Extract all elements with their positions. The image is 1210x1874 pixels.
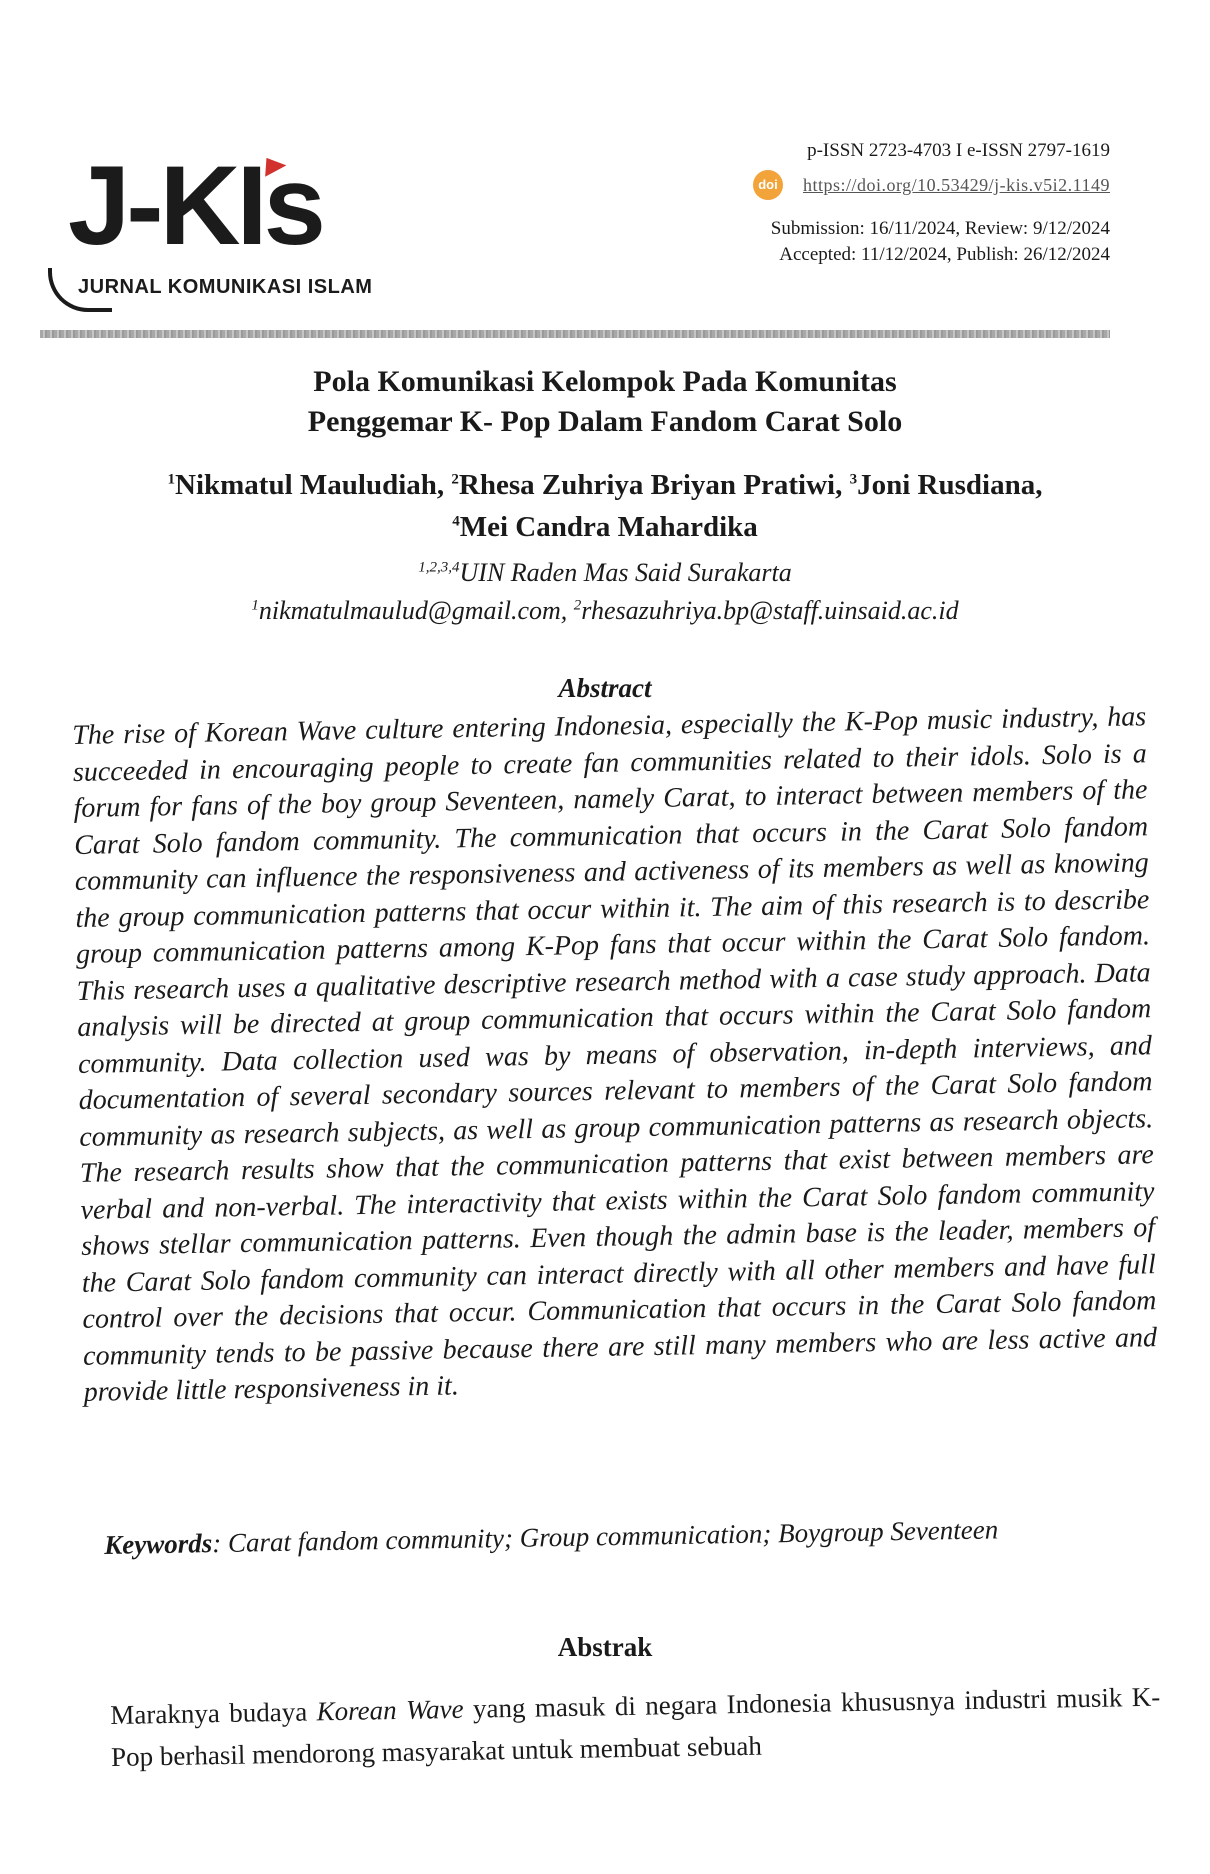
author-3: Joni Rusdiana, — [857, 469, 1043, 501]
affiliation-block — [0, 554, 1210, 630]
logo-subtitle: JURNAL KOMUNIKASI ISLAM — [78, 276, 373, 298]
author-line-1 — [60, 464, 1150, 506]
affiliation-line — [0, 554, 1210, 592]
abstract-body: The rise of Korean Wave culture entering Indonesia, especially the K-Pop music industry, has succeeded in encouraging people to create fan communities related to their idols. Solo is a forum for fans of the boy group Seventeen, namely Carat, to interact between members of the Carat Solo fandom community. The communication that occurs in the Carat Solo fandom community can influence the responsiveness and activeness of its members as well as knowing the group communication patterns that occur within it. The aim of this research is to describe group communication patterns among K-Pop fans that occur within the Carat Solo fandom. This research uses a qualitative descriptive research method with a case study approach. Data analysis will be directed at group communication that occurs within the Carat Solo fandom community. Data collection used was by means of observation, in-depth interviews, and documentation of several secondary sources relevant to members of the Carat Solo fandom community as research subjects, as well as group communication patterns as research objects. The research results show that the communication patterns that exist between members are verbal and non-verbal. The interactivity that exists within the Carat Solo fandom community shows stellar communication patterns. Even though the admin base is the leader, members of the Carat Solo fandom community can interact directly with all other members and have full control over the decisions that occur. Communication that occurs in the Carat Solo fandom community tends to be passive because there are still many members who are less active and provide little responsiveness in it. — [72, 701, 1158, 1408]
email-1-num: 1 — [251, 597, 259, 614]
dates-line-1: Submission: 16/11/2024, Review: 9/12/2024 — [770, 218, 1110, 239]
email-2-num: 2 — [573, 597, 582, 614]
affiliation-nums: 1,2,3,4 — [418, 559, 460, 576]
journal-meta — [753, 138, 1110, 268]
author-list — [60, 464, 1150, 548]
abstrak-body — [110, 1676, 1161, 1778]
author-1-num: 1 — [167, 471, 176, 488]
abstrak-text-end: yang masuk di negara Indonesia khususnya industri musik K-Pop berhasil mendorong masyarakat untuk membuat sebuah — [110, 1681, 1161, 1772]
author-3-num: 3 — [849, 471, 858, 488]
email-1[interactable]: nikmatulmaulud@gmail.com, — [258, 596, 568, 625]
author-2-num: 2 — [451, 471, 459, 488]
keywords-list: : Carat fandom community; Group communication; Boygroup Seventeen — [211, 1514, 999, 1559]
keywords-label: Keywords — [104, 1528, 213, 1560]
email-2[interactable]: rhesazuhriya.bp@staff.uinsaid.ac.id — [581, 596, 959, 625]
author-4-num: 4 — [452, 513, 460, 530]
dates-line-2: Accepted: 11/12/2024, Publish: 26/12/2024 — [779, 244, 1110, 265]
logo-text: J-KIs — [68, 143, 322, 268]
doi-link[interactable]: https://doi.org/10.53429/j-kis.v5i2.1149 — [802, 175, 1110, 195]
title-line-1: Pola Komunikasi Kelompok Pada Komunitas — [313, 365, 897, 398]
author-1: Nikmatul Mauludiah, — [175, 469, 445, 501]
affiliation: UIN Raden Mas Said Surakarta — [459, 558, 792, 587]
issn-line: p-ISSN 2723-4703 I e-ISSN 2797-1619 — [807, 140, 1110, 161]
author-line-2 — [60, 506, 1150, 548]
abstrak-text-italic: Korean Wave — [316, 1693, 464, 1727]
abstract-heading: Abstract — [558, 673, 652, 703]
author-2: Rhesa Zuhriya Briyan Pratiwi, — [458, 469, 843, 501]
author-4: Mei Candra Mahardika — [459, 511, 758, 543]
header-divider — [40, 330, 1110, 338]
email-line — [0, 592, 1210, 630]
submission-dates — [753, 216, 1110, 268]
keywords-line — [104, 1512, 1150, 1561]
abstrak-heading: Abstrak — [557, 1632, 653, 1662]
doi-row — [753, 170, 1110, 200]
doi-icon: doi — [753, 170, 783, 200]
journal-logo — [48, 143, 428, 310]
title-line-2: Penggemar K- Pop Dalam Fandom Carat Solo — [307, 405, 903, 438]
paper-title — [0, 362, 1210, 442]
abstrak-text-start: Maraknya budaya — [110, 1696, 317, 1730]
